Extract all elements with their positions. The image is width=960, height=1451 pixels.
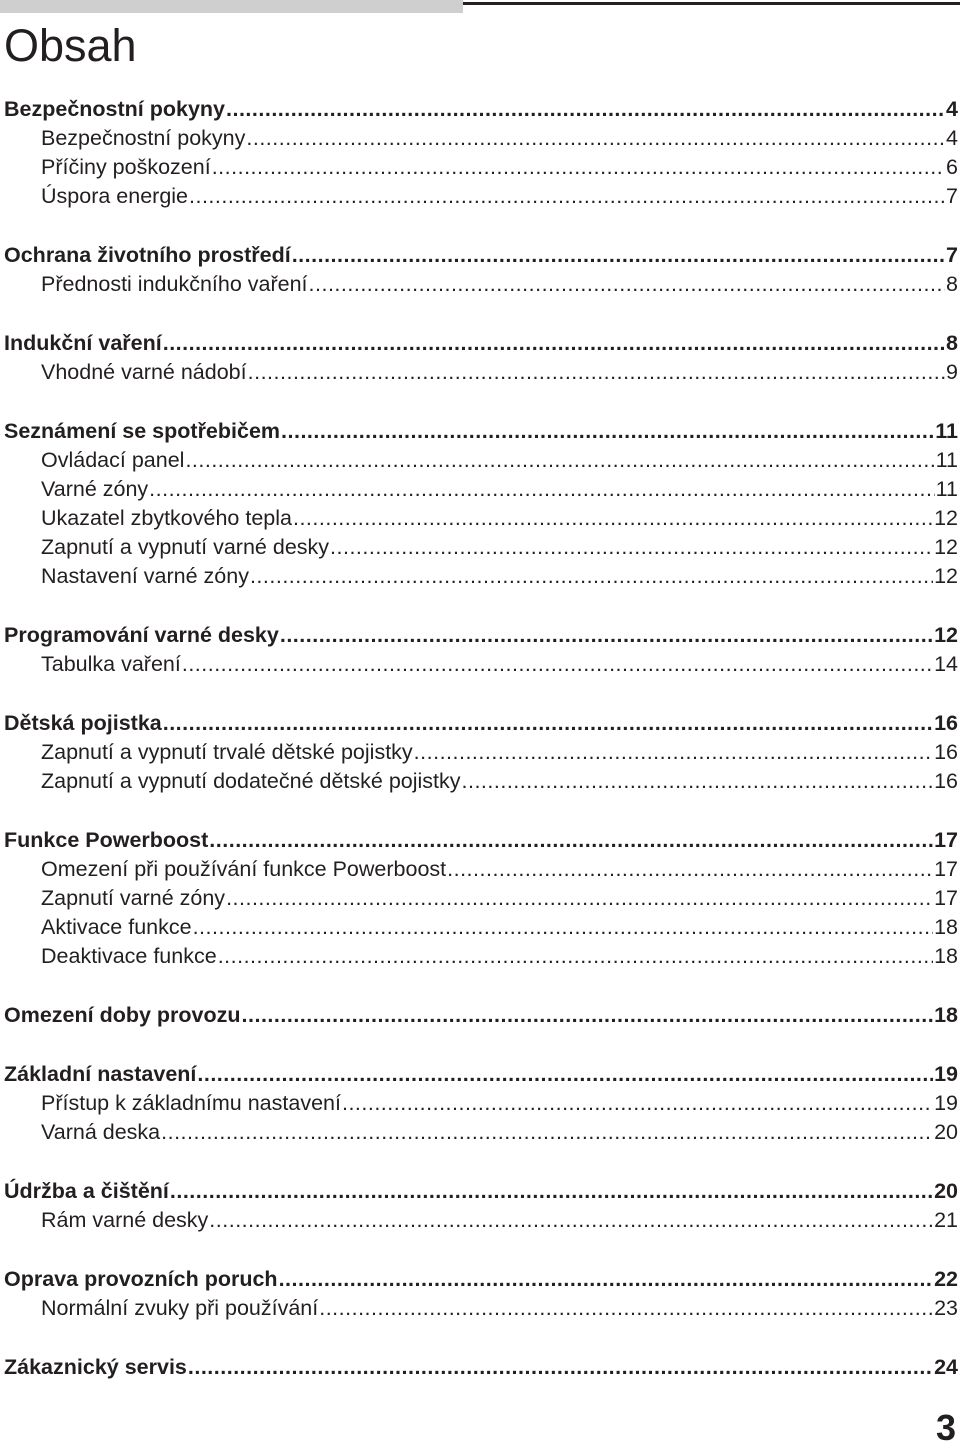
toc-section-title: Indukční vaření [4,331,162,355]
header-rule [463,2,960,5]
toc-page-number: 17 [934,886,958,910]
dot-leader [246,124,945,153]
toc-page-number: 11 [935,448,958,472]
toc-page-number: 18 [934,944,958,968]
toc-entry-row[interactable] [4,1206,958,1235]
toc-section-title: Programování varné desky [4,623,279,647]
toc-entry-title: Varná deska [41,1120,161,1144]
dot-leader [342,1089,933,1118]
toc-page-number: 11 [935,419,958,443]
page-title: Obsah [4,20,137,71]
toc-entry-row[interactable] [4,884,958,913]
dot-leader [163,329,945,358]
dot-leader [209,1206,933,1235]
toc-section-title: Funkce Powerboost [4,828,209,852]
toc-entry-title: Omezení při používání funkce Powerboost [41,857,447,881]
dot-leader [248,358,945,387]
toc-entry-title: Deaktivace funkce [41,944,217,968]
toc-entry-row[interactable] [4,533,958,562]
toc-entry-row[interactable] [4,942,958,971]
toc-section-row[interactable] [4,1060,958,1089]
toc-entry-row[interactable] [4,504,958,533]
toc-page-number: 17 [934,828,958,852]
toc-section-row[interactable] [4,621,958,650]
toc-page-number: 7 [946,184,958,208]
toc-page-number: 11 [935,477,958,501]
header-gray-bar [0,0,463,13]
dot-leader [462,767,934,796]
toc-entry-title: Zapnutí a vypnutí varné desky [41,535,330,559]
toc-page-number: 7 [946,243,958,267]
toc-section-row[interactable] [4,417,958,446]
toc-section [4,241,958,299]
toc-section-row[interactable] [4,826,958,855]
dot-leader [281,417,934,446]
dot-leader [280,621,933,650]
toc-entry-title: Nastavení varné zóny [41,564,249,588]
toc-page-number: 6 [946,155,958,179]
dot-leader [250,562,933,591]
toc-entry-row[interactable] [4,650,958,679]
toc-entry-title: Rám varné desky [41,1208,209,1232]
toc-section-title: Omezení doby provozu [4,1003,241,1027]
dot-leader [447,855,933,884]
toc-page-number: 4 [946,126,958,150]
toc-page-number: 16 [934,740,958,764]
dot-leader [161,1118,933,1147]
toc-entry-title: Zapnutí a vypnutí trvalé dětské pojistky [41,740,413,764]
toc-entry-row[interactable] [4,767,958,796]
toc-entry-title: Přístup k základnímu nastavení [41,1091,341,1115]
toc-page-number: 17 [934,857,958,881]
toc-page-number: 20 [934,1179,958,1203]
dot-leader [149,475,935,504]
toc-entry-row[interactable] [4,1089,958,1118]
dot-leader [209,826,933,855]
dot-leader [414,738,933,767]
toc-section [4,1001,958,1030]
toc-section-title: Ochrana životního prostředí [4,243,291,267]
toc-entry-row[interactable] [4,124,958,153]
toc-entry-row[interactable] [4,913,958,942]
dot-leader [218,942,933,971]
toc-section [4,1353,958,1382]
toc-page-number: 9 [946,360,958,384]
toc-page-number: 12 [934,506,958,530]
toc-section [4,826,958,971]
toc-page-number: 18 [934,915,958,939]
toc-section [4,329,958,387]
toc-entry-title: Ovládací panel [41,448,185,472]
toc-entry-title: Přednosti indukčního vaření [41,272,308,296]
toc-section-row[interactable] [4,241,958,270]
toc-entry-title: Tabulka vaření [41,652,181,676]
toc-entry-row[interactable] [4,153,958,182]
toc-page-number: 18 [934,1003,958,1027]
toc-entry-row[interactable] [4,562,958,591]
toc-section [4,95,958,211]
toc-section-row[interactable] [4,1001,958,1030]
toc-section-title: Základní nastavení [4,1062,197,1086]
dot-leader [242,1001,934,1030]
toc-entry-row[interactable] [4,446,958,475]
toc-page-number: 8 [946,331,958,355]
toc-entry-row[interactable] [4,738,958,767]
toc-entry-title: Vhodné varné nádobí [41,360,247,384]
toc-entry-title: Varné zóny [41,477,149,501]
toc-entry-title: Zapnutí varné zóny [41,886,226,910]
toc-page-number: 12 [934,623,958,647]
dot-leader [170,1177,933,1206]
toc-entry-title: Normální zvuky při používání [41,1296,319,1320]
dot-leader [188,1353,933,1382]
toc-entry-title: Aktivace funkce [41,915,192,939]
toc-page-number: 12 [934,535,958,559]
toc-page-number: 24 [934,1355,958,1379]
dot-leader [309,270,946,299]
toc-entry-row[interactable] [4,182,958,211]
toc-section-title: Údržba a čištění [4,1179,169,1203]
toc-page-number: 19 [934,1062,958,1086]
toc-section-row[interactable] [4,709,958,738]
toc-entry-row[interactable] [4,358,958,387]
toc-section-title: Bezpečnostní pokyny [4,97,226,121]
dot-leader [226,95,945,124]
toc-entry-title: Zapnutí a vypnutí dodatečné dětské pojistky [41,769,461,793]
toc-page-number: 4 [946,97,958,121]
toc-page-number: 12 [934,564,958,588]
toc-section [4,1060,958,1147]
toc-page-number: 22 [934,1267,958,1291]
dot-leader [197,1060,933,1089]
toc-entry-row[interactable] [4,475,958,504]
dot-leader [182,650,933,679]
toc-page-number: 14 [934,652,958,676]
toc-page-number: 16 [934,769,958,793]
dot-leader [292,241,945,270]
toc-entry-title: Příčiny poškození [41,155,211,179]
toc-page-number: 8 [946,272,958,296]
dot-leader [279,1265,934,1294]
dot-leader [212,153,945,182]
dot-leader [189,182,945,211]
page-number: 3 [935,1407,956,1448]
toc-section-row[interactable] [4,329,958,358]
toc-entry-row[interactable] [4,270,958,299]
toc-section-row[interactable] [4,1353,958,1382]
toc-entry-title: Úspora energie [41,184,189,208]
toc-section [4,709,958,796]
toc-page-number: 20 [934,1120,958,1144]
toc-section [4,417,958,591]
toc-section-title: Oprava provozních poruch [4,1267,278,1291]
toc-section-row[interactable] [4,1265,958,1294]
toc-entry-title: Ukazatel zbytkového tepla [41,506,292,530]
table-of-contents [4,95,958,1382]
dot-leader [226,884,933,913]
toc-page-number: 19 [934,1091,958,1115]
toc-entry-row[interactable] [4,1118,958,1147]
toc-section-title: Seznámení se spotřebičem [4,419,281,443]
toc-section-title: Zákaznický servis [4,1355,187,1379]
toc-section-row[interactable] [4,1177,958,1206]
dot-leader [330,533,933,562]
toc-section [4,1177,958,1235]
dot-leader [163,709,933,738]
toc-page-number: 23 [934,1296,958,1320]
toc-section-row[interactable] [4,95,958,124]
toc-entry-row[interactable] [4,1294,958,1323]
toc-entry-row[interactable] [4,855,958,884]
toc-section-title: Dětská pojistka [4,711,162,735]
toc-section [4,1265,958,1323]
dot-leader [319,1294,933,1323]
dot-leader [185,446,934,475]
toc-page-number: 16 [934,711,958,735]
dot-leader [193,913,934,942]
toc-page-number: 21 [934,1208,958,1232]
toc-section [4,621,958,679]
dot-leader [293,504,933,533]
toc-entry-title: Bezpečnostní pokyny [41,126,246,150]
